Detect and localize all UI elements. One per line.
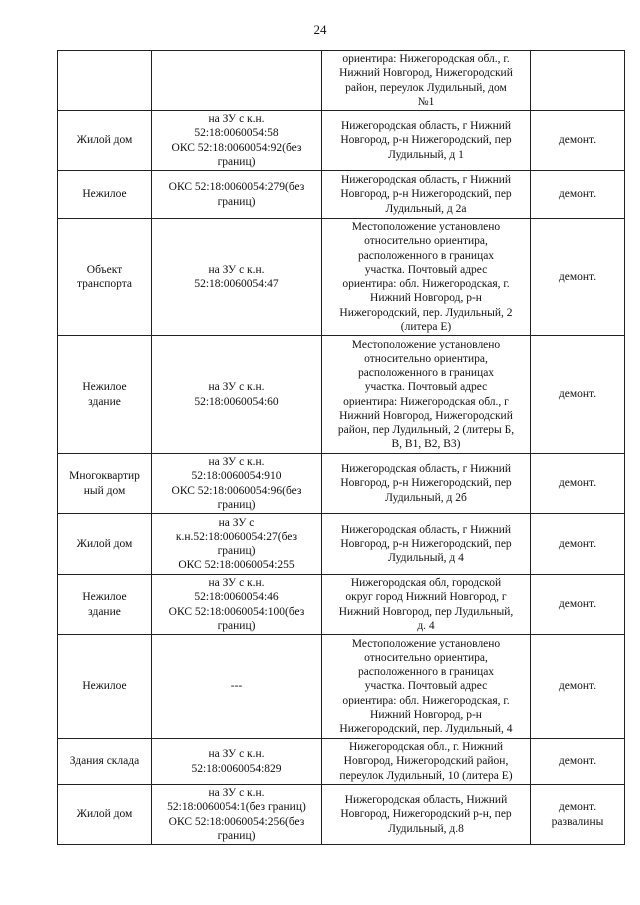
cadastral-number-cell: на ЗУ с к.н. 52:18:0060054:910 ОКС 52:18:0060054:96(без границ) bbox=[152, 454, 322, 514]
status-cell bbox=[531, 51, 625, 111]
table-row bbox=[58, 51, 625, 111]
page-number: 24 bbox=[313, 22, 327, 37]
object-type-cell: Нежилое bbox=[58, 635, 152, 739]
address-cell: Местоположение установлено относительно ориентира, расположенного в границах участка. Почтовый адрес ориентира: Нижегородская обл., г Нижний Новгород, Нижегородский район, пер Лудильный, 2 (литеры Б, В, В1, В2, В3) bbox=[322, 336, 531, 454]
object-type-cell bbox=[58, 51, 152, 111]
status-cell: демонт. bbox=[531, 171, 625, 219]
object-type-cell: Нежилое здание bbox=[58, 336, 152, 454]
cadastral-number-cell: ОКС 52:18:0060054:279(без границ) bbox=[152, 171, 322, 219]
object-type-cell: Здания склада bbox=[58, 739, 152, 785]
cadastral-number-cell bbox=[152, 51, 322, 111]
address-cell: Нижегородская обл, городской округ город Нижний Новгород, г Нижний Новгород, пер Лудильный, д. 4 bbox=[322, 575, 531, 635]
address-cell: Нижегородская область, г Нижний Новгород, р-н Нижегородский, пер Лудильный, д 2б bbox=[322, 454, 531, 514]
cadastral-number-cell: на ЗУ с к.н. 52:18:0060054:60 bbox=[152, 336, 322, 454]
cadastral-number-cell: на ЗУ с к.н.52:18:0060054:27(без границ) ОКС 52:18:0060054:255 bbox=[152, 514, 322, 575]
address-cell: Нижегородская обл., г. Нижний Новгород, Нижегородский район, переулок Лудильный, 10 (литера Е) bbox=[322, 739, 531, 785]
table-row bbox=[58, 739, 625, 785]
object-type-cell: Нежилое bbox=[58, 171, 152, 219]
objects-table bbox=[57, 50, 625, 845]
object-type-cell: Жилой дом bbox=[58, 514, 152, 575]
cadastral-number-cell: на ЗУ с к.н. 52:18:0060054:47 bbox=[152, 219, 322, 336]
cadastral-number-cell: на ЗУ с к.н. 52:18:0060054:829 bbox=[152, 739, 322, 785]
table-row bbox=[58, 111, 625, 171]
status-cell: демонт. bbox=[531, 514, 625, 575]
address-cell: Местоположение установлено относительно ориентира, расположенного в границах участка. Почтовый адрес ориентира: обл. Нижегородская, г. Нижний Новгород, р-н Нижегородский, пер. Лудильный, 4 bbox=[322, 635, 531, 739]
object-type-cell: Многоквартир ный дом bbox=[58, 454, 152, 514]
table-row bbox=[58, 454, 625, 514]
status-cell: демонт. bbox=[531, 739, 625, 785]
status-cell: демонт. bbox=[531, 111, 625, 171]
status-cell: демонт. bbox=[531, 454, 625, 514]
table-row bbox=[58, 785, 625, 845]
cadastral-number-cell: на ЗУ с к.н. 52:18:0060054:58 ОКС 52:18:0060054:92(без границ) bbox=[152, 111, 322, 171]
table-row bbox=[58, 171, 625, 219]
object-type-cell: Нежилое здание bbox=[58, 575, 152, 635]
object-type-cell: Жилой дом bbox=[58, 111, 152, 171]
table-row bbox=[58, 575, 625, 635]
table-row bbox=[58, 336, 625, 454]
status-cell: демонт. bbox=[531, 219, 625, 336]
table-row bbox=[58, 635, 625, 739]
cadastral-number-cell: --- bbox=[152, 635, 322, 739]
address-cell: Нижегородская область, г Нижний Новгород, р-н Нижегородский, пер Лудильный, д 2а bbox=[322, 171, 531, 219]
object-type-cell: Объект транспорта bbox=[58, 219, 152, 336]
address-cell: Нижегородская область, Нижний Новгород, Нижегородский р-н, пер Лудильный, д.8 bbox=[322, 785, 531, 845]
address-cell: Местоположение установлено относительно ориентира, расположенного в границах участка. Почтовый адрес ориентира: обл. Нижегородская, г. Нижний Новгород, р-н Нижегородский, пер. Лудильный, 2 (литера Е) bbox=[322, 219, 531, 336]
cadastral-number-cell: на ЗУ с к.н. 52:18:0060054:46 ОКС 52:18:0060054:100(без границ) bbox=[152, 575, 322, 635]
object-type-cell: Жилой дом bbox=[58, 785, 152, 845]
cadastral-number-cell: на ЗУ с к.н. 52:18:0060054:1(без границ) ОКС 52:18:0060054:256(без границ) bbox=[152, 785, 322, 845]
status-cell: демонт. развалины bbox=[531, 785, 625, 845]
table-row bbox=[58, 219, 625, 336]
status-cell: демонт. bbox=[531, 635, 625, 739]
status-cell: демонт. bbox=[531, 575, 625, 635]
address-cell: Нижегородская область, г Нижний Новгород, р-н Нижегородский, пер Лудильный, д 1 bbox=[322, 111, 531, 171]
status-cell: демонт. bbox=[531, 336, 625, 454]
address-cell: ориентира: Нижегородская обл., г. Нижний Новгород, Нижегородский район, переулок Лудильный, дом №1 bbox=[322, 51, 531, 111]
table-row bbox=[58, 514, 625, 575]
address-cell: Нижегородская область, г Нижний Новгород, р-н Нижегородский, пер Лудильный, д 4 bbox=[322, 514, 531, 575]
